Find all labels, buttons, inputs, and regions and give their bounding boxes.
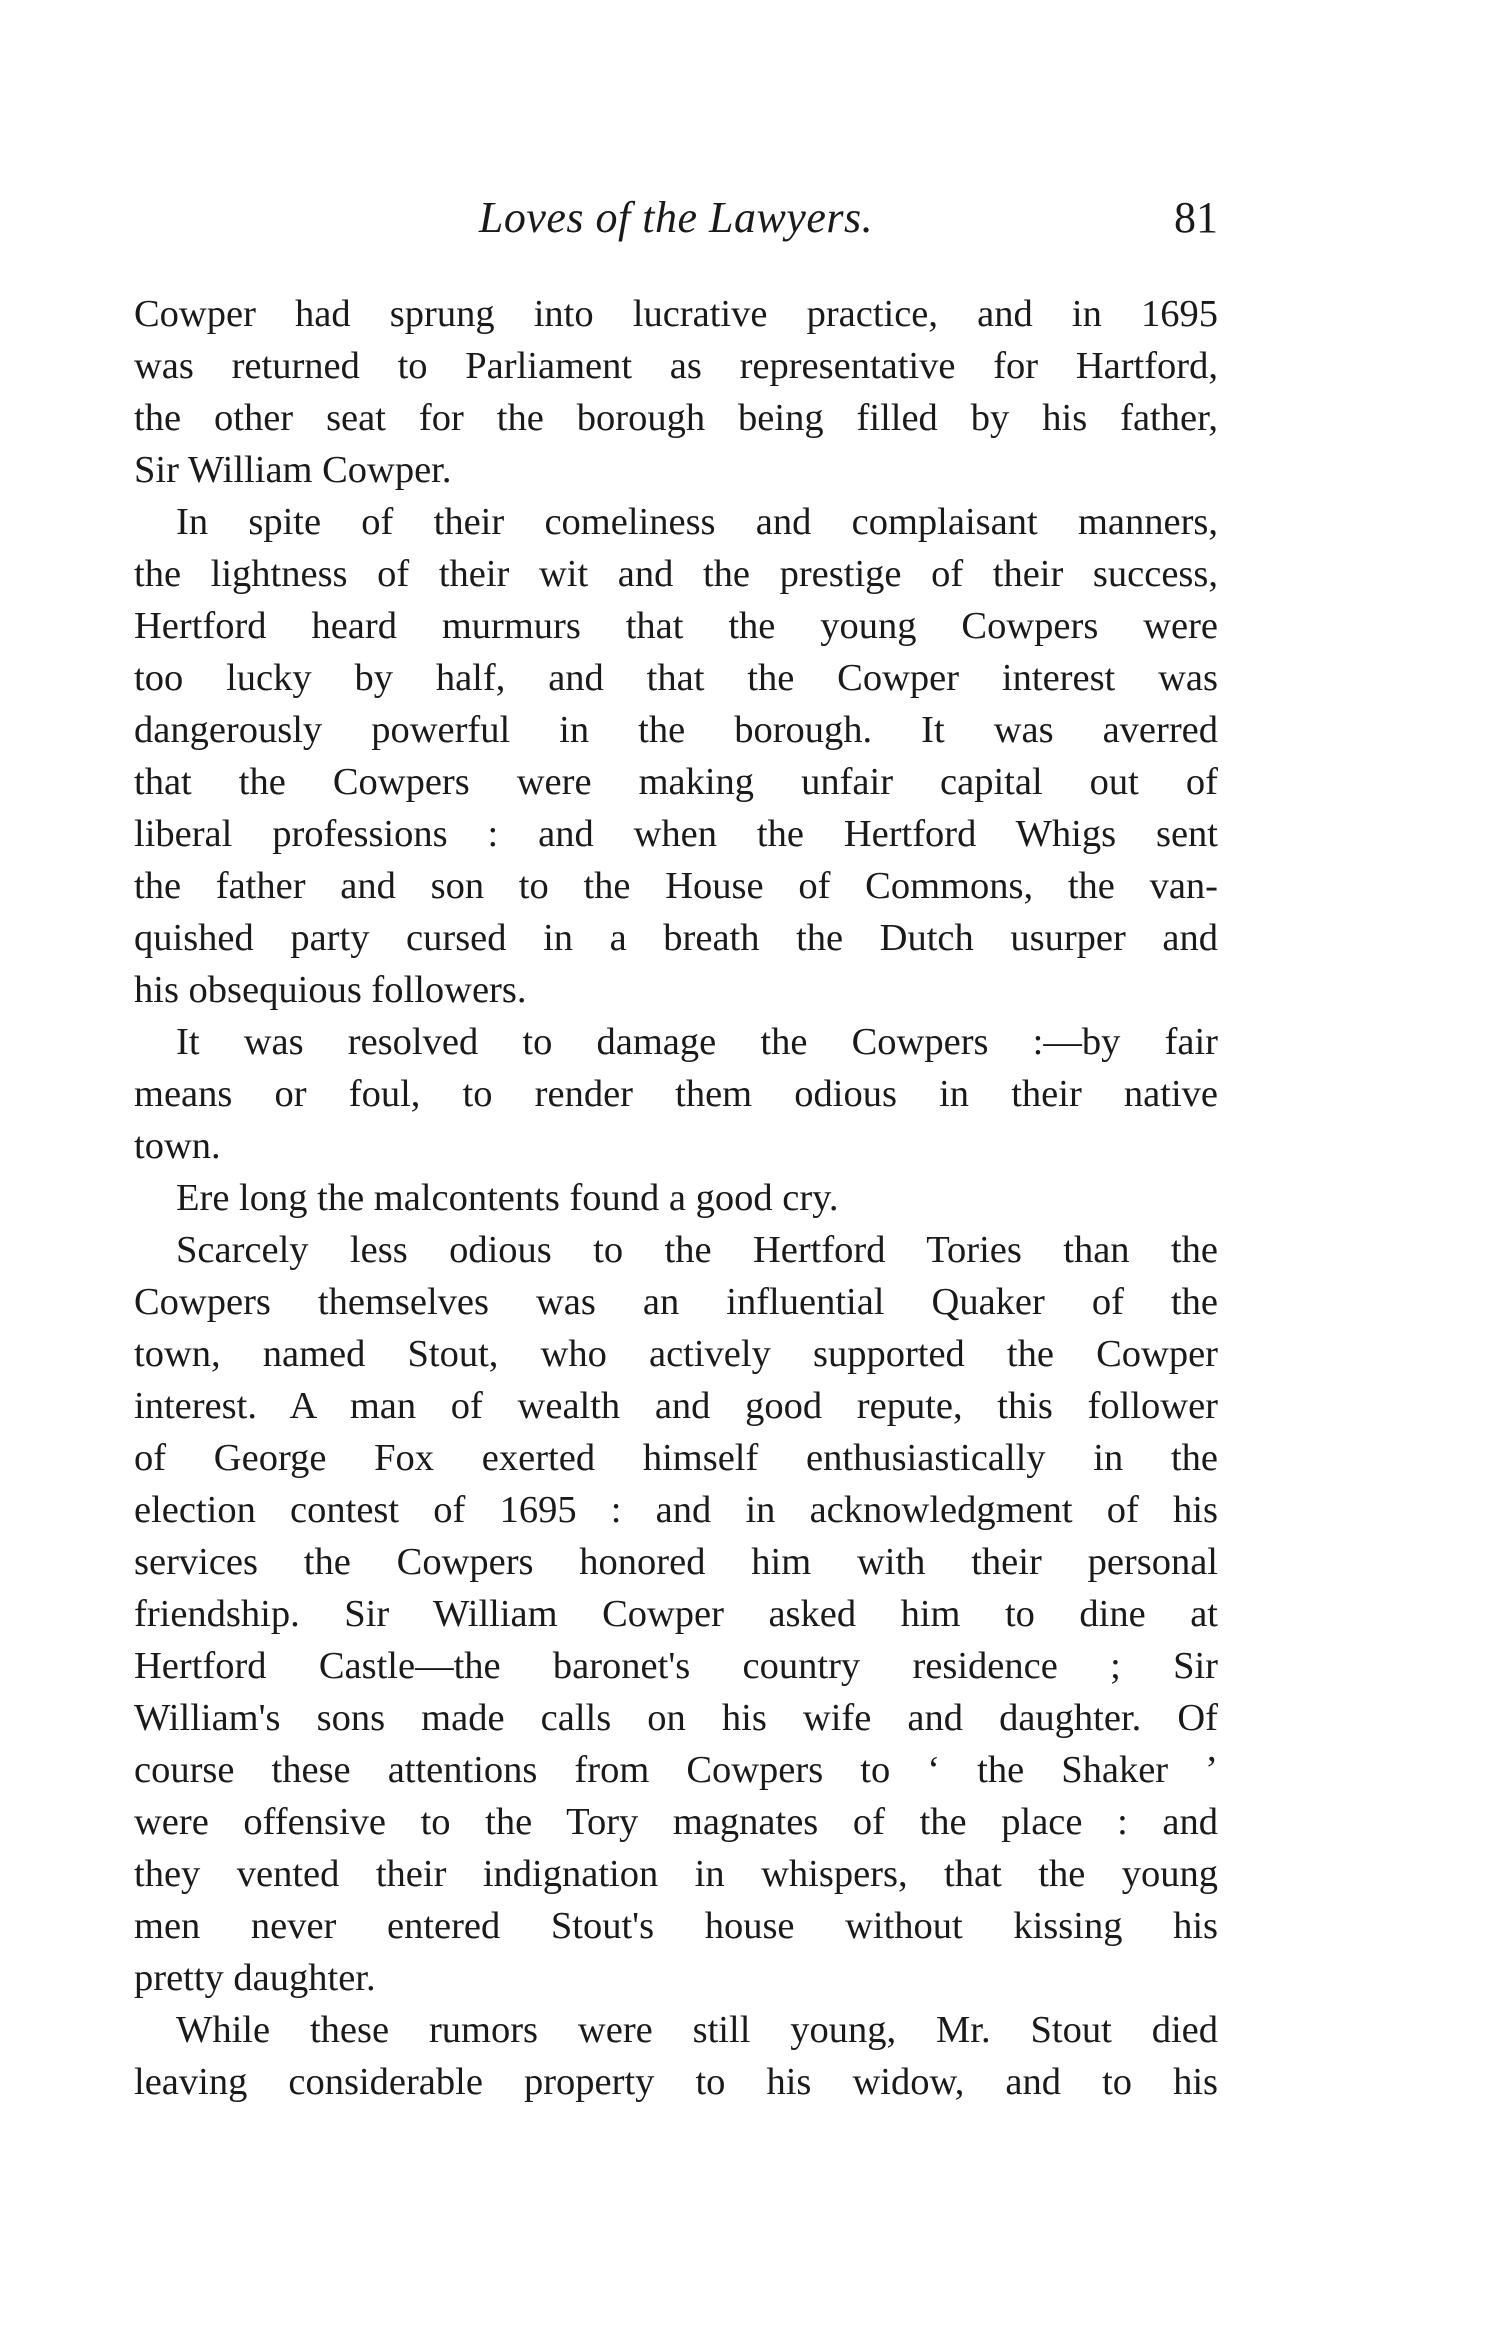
text-line: quished party cursed in a breath the Dutch usurper and — [134, 917, 1218, 959]
text-line: town, named Stout, who actively supported the Cowper — [134, 1333, 1218, 1375]
running-title: Loves of the Lawyers. — [478, 193, 874, 242]
text-line: the other seat for the borough being filled by his father, — [134, 397, 1218, 439]
text-line: the lightness of their wit and the prestige of their success, — [134, 553, 1218, 595]
text-line: interest. A man of wealth and good repute, this follower — [134, 1385, 1218, 1427]
text-line: It was resolved to damage the Cowpers :—by fair — [176, 1021, 1218, 1063]
text-line: pretty daughter. — [134, 1957, 376, 1999]
text-line: were offensive to the Tory magnates of the place : and — [134, 1801, 1218, 1843]
text-line: of George Fox exerted himself enthusiastically in the — [134, 1437, 1218, 1479]
text-line: election contest of 1695 : and in acknowledgment of his — [134, 1489, 1218, 1531]
text-line: William's sons made calls on his wife and daughter. Of — [134, 1697, 1218, 1739]
text-line: means or foul, to render them odious in their native — [134, 1073, 1218, 1115]
text-line: services the Cowpers honored him with their personal — [134, 1541, 1218, 1583]
text-line: Scarcely less odious to the Hertford Tories than the — [176, 1229, 1218, 1271]
text-line: dangerously powerful in the borough. It was averred — [134, 709, 1218, 751]
text-line: Cowper had sprung into lucrative practice, and in 1695 — [134, 293, 1218, 335]
text-line: was returned to Parliament as representative for Hartford, — [134, 345, 1218, 387]
text-line: Sir William Cowper. — [134, 449, 452, 491]
text-line: Ere long the malcontents found a good cry. — [176, 1177, 839, 1219]
text-line: course these attentions from Cowpers to ‘ the Shaker ’ — [134, 1749, 1218, 1791]
text-line: Cowpers themselves was an influential Quaker of the — [134, 1281, 1218, 1323]
text-line: the father and son to the House of Commons, the van- — [134, 865, 1218, 907]
text-line: town. — [134, 1125, 221, 1167]
text-line: too lucky by half, and that the Cowper interest was — [134, 657, 1218, 699]
text-line: men never entered Stout's house without kissing his — [134, 1905, 1218, 1947]
text-line: they vented their indignation in whispers, that the young — [134, 1853, 1218, 1895]
text-line: While these rumors were still young, Mr. Stout died — [176, 2009, 1218, 2051]
body-text — [134, 288, 1218, 2108]
text-line: Hertford heard murmurs that the young Cowpers were — [134, 605, 1218, 647]
text-line: Hertford Castle—the baronet's country residence ; Sir — [134, 1645, 1218, 1687]
text-line: In spite of their comeliness and complaisant manners, — [176, 501, 1218, 543]
text-line: friendship. Sir William Cowper asked him to dine at — [134, 1593, 1218, 1635]
text-line: liberal professions : and when the Hertford Whigs sent — [134, 813, 1218, 855]
text-line: leaving considerable property to his widow, and to his — [134, 2061, 1218, 2103]
running-head — [134, 188, 1218, 248]
page-number: 81 — [1174, 193, 1218, 242]
text-line: his obsequious followers. — [134, 969, 527, 1011]
text-line: that the Cowpers were making unfair capital out of — [134, 761, 1218, 803]
